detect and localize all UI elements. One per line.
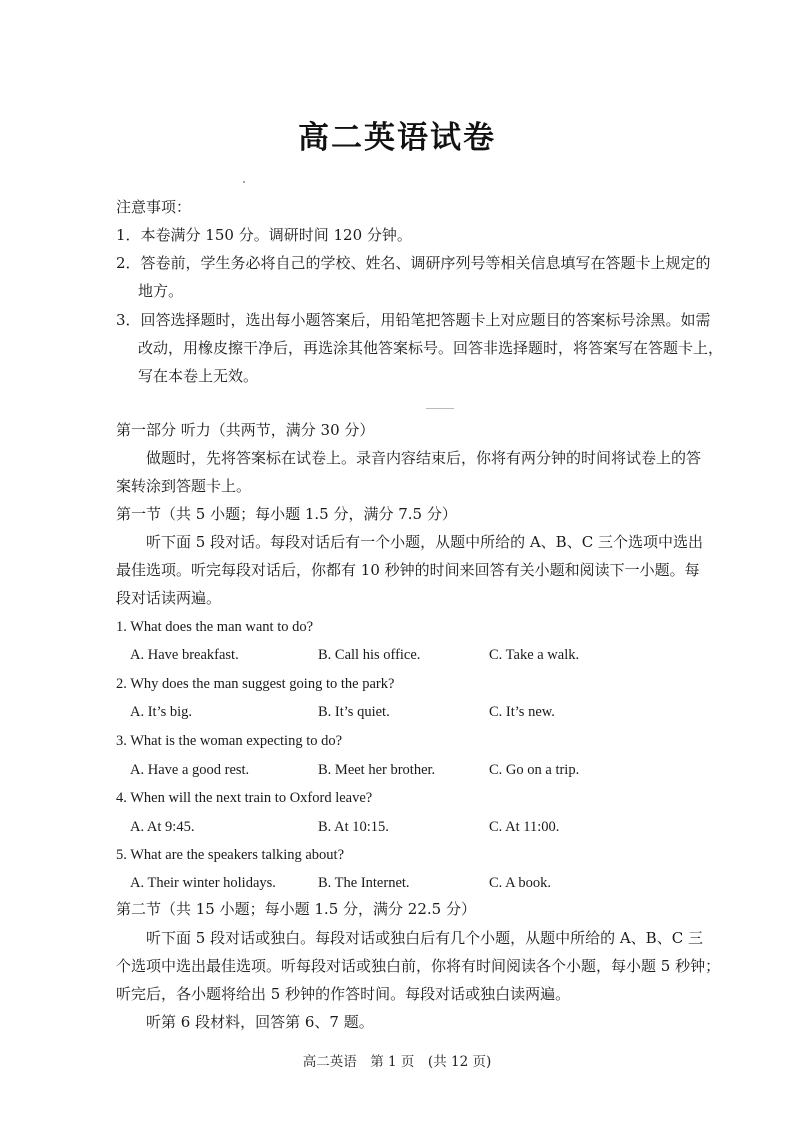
question-text: 1. What does the man want to do? xyxy=(116,619,314,635)
page-title: 高二英语试卷 xyxy=(298,120,496,156)
scan-speck xyxy=(243,181,245,183)
option-c: C. At 11:00. xyxy=(489,819,560,835)
notice-item: 地方。 xyxy=(138,282,184,300)
section2-instructions: 听完后，各小题将给出 5 秒钟的作答时间。每段对话或独白读两遍。 xyxy=(116,985,571,1003)
section1-heading: 第一节（共 5 小题；每小题 1.5 分，满分 7.5 分） xyxy=(116,505,457,523)
option-b: B. At 10:15. xyxy=(318,819,389,835)
question-text: 5. What are the speakers talking about? xyxy=(116,847,345,863)
notice-item: 1．本卷满分 150 分。调研时间 120 分钟。 xyxy=(116,226,412,244)
option-c: C. It’s new. xyxy=(489,704,555,720)
question-text: 4. When will the next train to Oxford leave? xyxy=(116,790,373,806)
option-b: B. Meet her brother. xyxy=(318,762,436,778)
option-c: C. Take a walk. xyxy=(489,647,580,663)
divider xyxy=(426,408,454,409)
notice-item: 2．答卷前，学生务必将自己的学校、姓名、调研序列号等相关信息填写在答题卡上规定的 xyxy=(116,254,711,272)
notice-item: 改动，用橡皮擦干净后，再选涂其他答案标号。回答非选择题时，将答案写在答题卡上， xyxy=(138,339,724,357)
question-text: 3. What is the woman expecting to do? xyxy=(116,733,343,749)
option-b: B. Call his office. xyxy=(318,647,421,663)
notice-item: 写在本卷上无效。 xyxy=(138,367,259,385)
part1-intro: 案转涂到答题卡上。 xyxy=(116,477,252,495)
option-a: A. It’s big. xyxy=(130,704,193,720)
option-b: B. It’s quiet. xyxy=(318,704,390,720)
section2-instructions: 听下面 5 段对话或独白。每段对话或独白后有几个小题，从题中所给的 A、B、C 三 xyxy=(146,929,703,947)
option-c: C. A book. xyxy=(489,875,552,891)
part1-intro: 做题时，先将答案标在试卷上。录音内容结束后，你将有两分钟的时间将试卷上的答 xyxy=(146,449,702,467)
option-a: A. At 9:45. xyxy=(130,819,195,835)
part1-heading: 第一部分 听力（共两节，满分 30 分） xyxy=(116,421,375,439)
section1-instructions: 听下面 5 段对话。每段对话后有一个小题，从题中所给的 A、B、C 三个选项中选出 xyxy=(146,533,703,551)
section2-instructions: 个选项中选出最佳选项。听每段对话或独白前，你将有时间阅读各个小题，每小题 5 秒钟； xyxy=(116,957,721,975)
option-c: C. Go on a trip. xyxy=(489,762,580,778)
question-text: 2. Why does the man suggest going to the park? xyxy=(116,676,395,692)
section1-instructions: 最佳选项。听完每段对话后，你都有 10 秒钟的时间来回答有关小题和阅读下一小题。每 xyxy=(116,561,700,579)
option-b: B. The Internet. xyxy=(318,875,410,891)
notice-item: 3．回答选择题时，选出每小题答案后，用铅笔把答题卡上对应题目的答案标号涂黑。如需 xyxy=(116,311,711,329)
option-a: A. Have a good rest. xyxy=(130,762,250,778)
section2-heading: 第二节（共 15 小题；每小题 1.5 分，满分 22.5 分） xyxy=(116,900,476,918)
section2-material: 听第 6 段材料，回答第 6、7 题。 xyxy=(146,1013,374,1031)
option-a: A. Have breakfast. xyxy=(130,647,239,663)
page-footer: 高二英语 第 1 页 (共 12 页) xyxy=(302,1054,492,1070)
section1-instructions: 段对话读两遍。 xyxy=(116,589,222,607)
notice-heading: 注意事项： xyxy=(116,198,192,216)
option-a: A. Their winter holidays. xyxy=(130,875,276,891)
